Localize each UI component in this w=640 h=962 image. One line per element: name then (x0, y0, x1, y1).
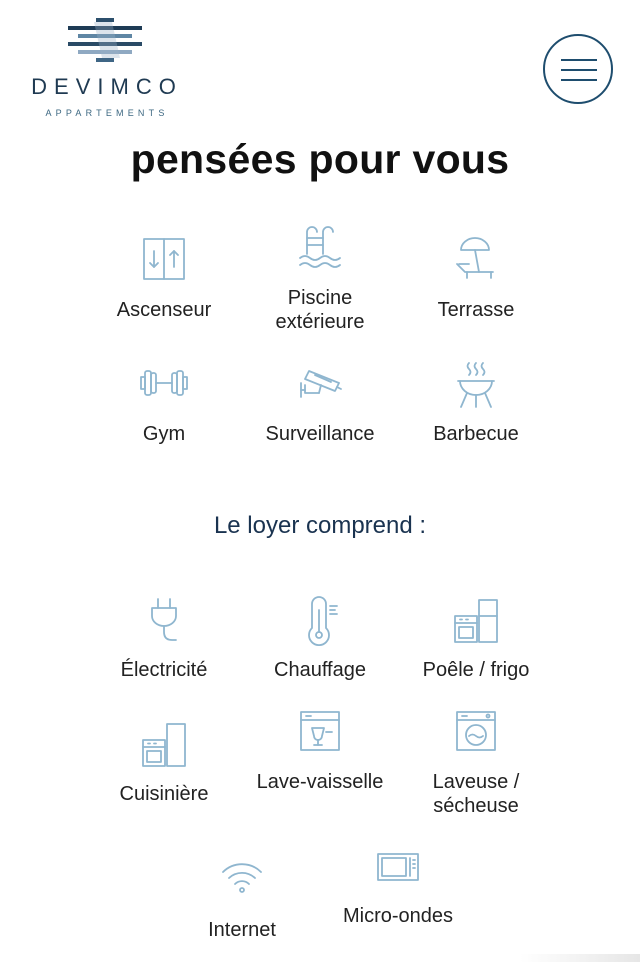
microwave-icon (375, 848, 421, 888)
included-item (89, 716, 239, 816)
amenity-label: Surveillance (265, 423, 375, 445)
included-item (245, 592, 395, 692)
menu-line (561, 69, 597, 71)
wifi-icon (219, 858, 265, 898)
amenity-label: Gym (142, 423, 186, 445)
amenity-item (89, 355, 239, 455)
amenity-label: Ascenseur (116, 299, 212, 321)
amenity-label: Terrasse (437, 299, 515, 321)
stove-fridge-icon (451, 596, 501, 646)
elevator-icon (141, 236, 187, 282)
menu-line (561, 79, 597, 81)
barbecue-icon (453, 359, 499, 409)
thermometer-icon (300, 596, 340, 646)
logo-mark-icon (68, 18, 142, 64)
pool-icon (297, 224, 343, 270)
included-item (401, 592, 551, 692)
included-label: Internet (208, 919, 276, 941)
amenity-item (245, 228, 395, 338)
brand-subtitle: APPARTEMENTS (45, 108, 169, 118)
bottom-scroll-hint (520, 954, 640, 962)
terrace-icon (453, 234, 499, 280)
included-label: Poêle / frigo (422, 659, 530, 681)
amenities-title: pensées pour vous (130, 136, 510, 182)
included-label: Micro-ondes (342, 905, 454, 927)
included-item (89, 592, 239, 692)
brand-name: DEVIMCO (31, 74, 183, 99)
cooker-icon (139, 720, 189, 770)
amenity-item (89, 228, 239, 338)
included-label: Lave-vaisselle (256, 771, 384, 793)
washer-dryer-icon (453, 708, 499, 754)
included-item (245, 708, 395, 818)
amenity-item (401, 355, 551, 455)
amenity-label: Piscine extérieure (275, 287, 365, 333)
included-item (401, 708, 551, 818)
included-label: Laveuse / sécheuse (432, 771, 520, 817)
dishwasher-icon (297, 708, 343, 754)
brand-logo[interactable] (22, 18, 192, 122)
included-title: Le loyer comprend : (213, 512, 427, 539)
dumbbell-icon (139, 363, 189, 403)
site-header (0, 0, 640, 130)
included-label: Cuisinière (119, 783, 209, 805)
hamburger-menu-icon[interactable] (543, 34, 613, 104)
included-label: Chauffage (274, 659, 366, 681)
plug-icon (144, 596, 184, 646)
security-camera-icon (295, 363, 345, 403)
amenity-item (245, 355, 395, 455)
amenity-label: Barbecue (433, 423, 519, 445)
included-item (167, 852, 317, 952)
menu-line (561, 59, 597, 61)
included-label: Électricité (120, 659, 208, 681)
included-item (323, 848, 473, 958)
amenity-item (401, 228, 551, 338)
